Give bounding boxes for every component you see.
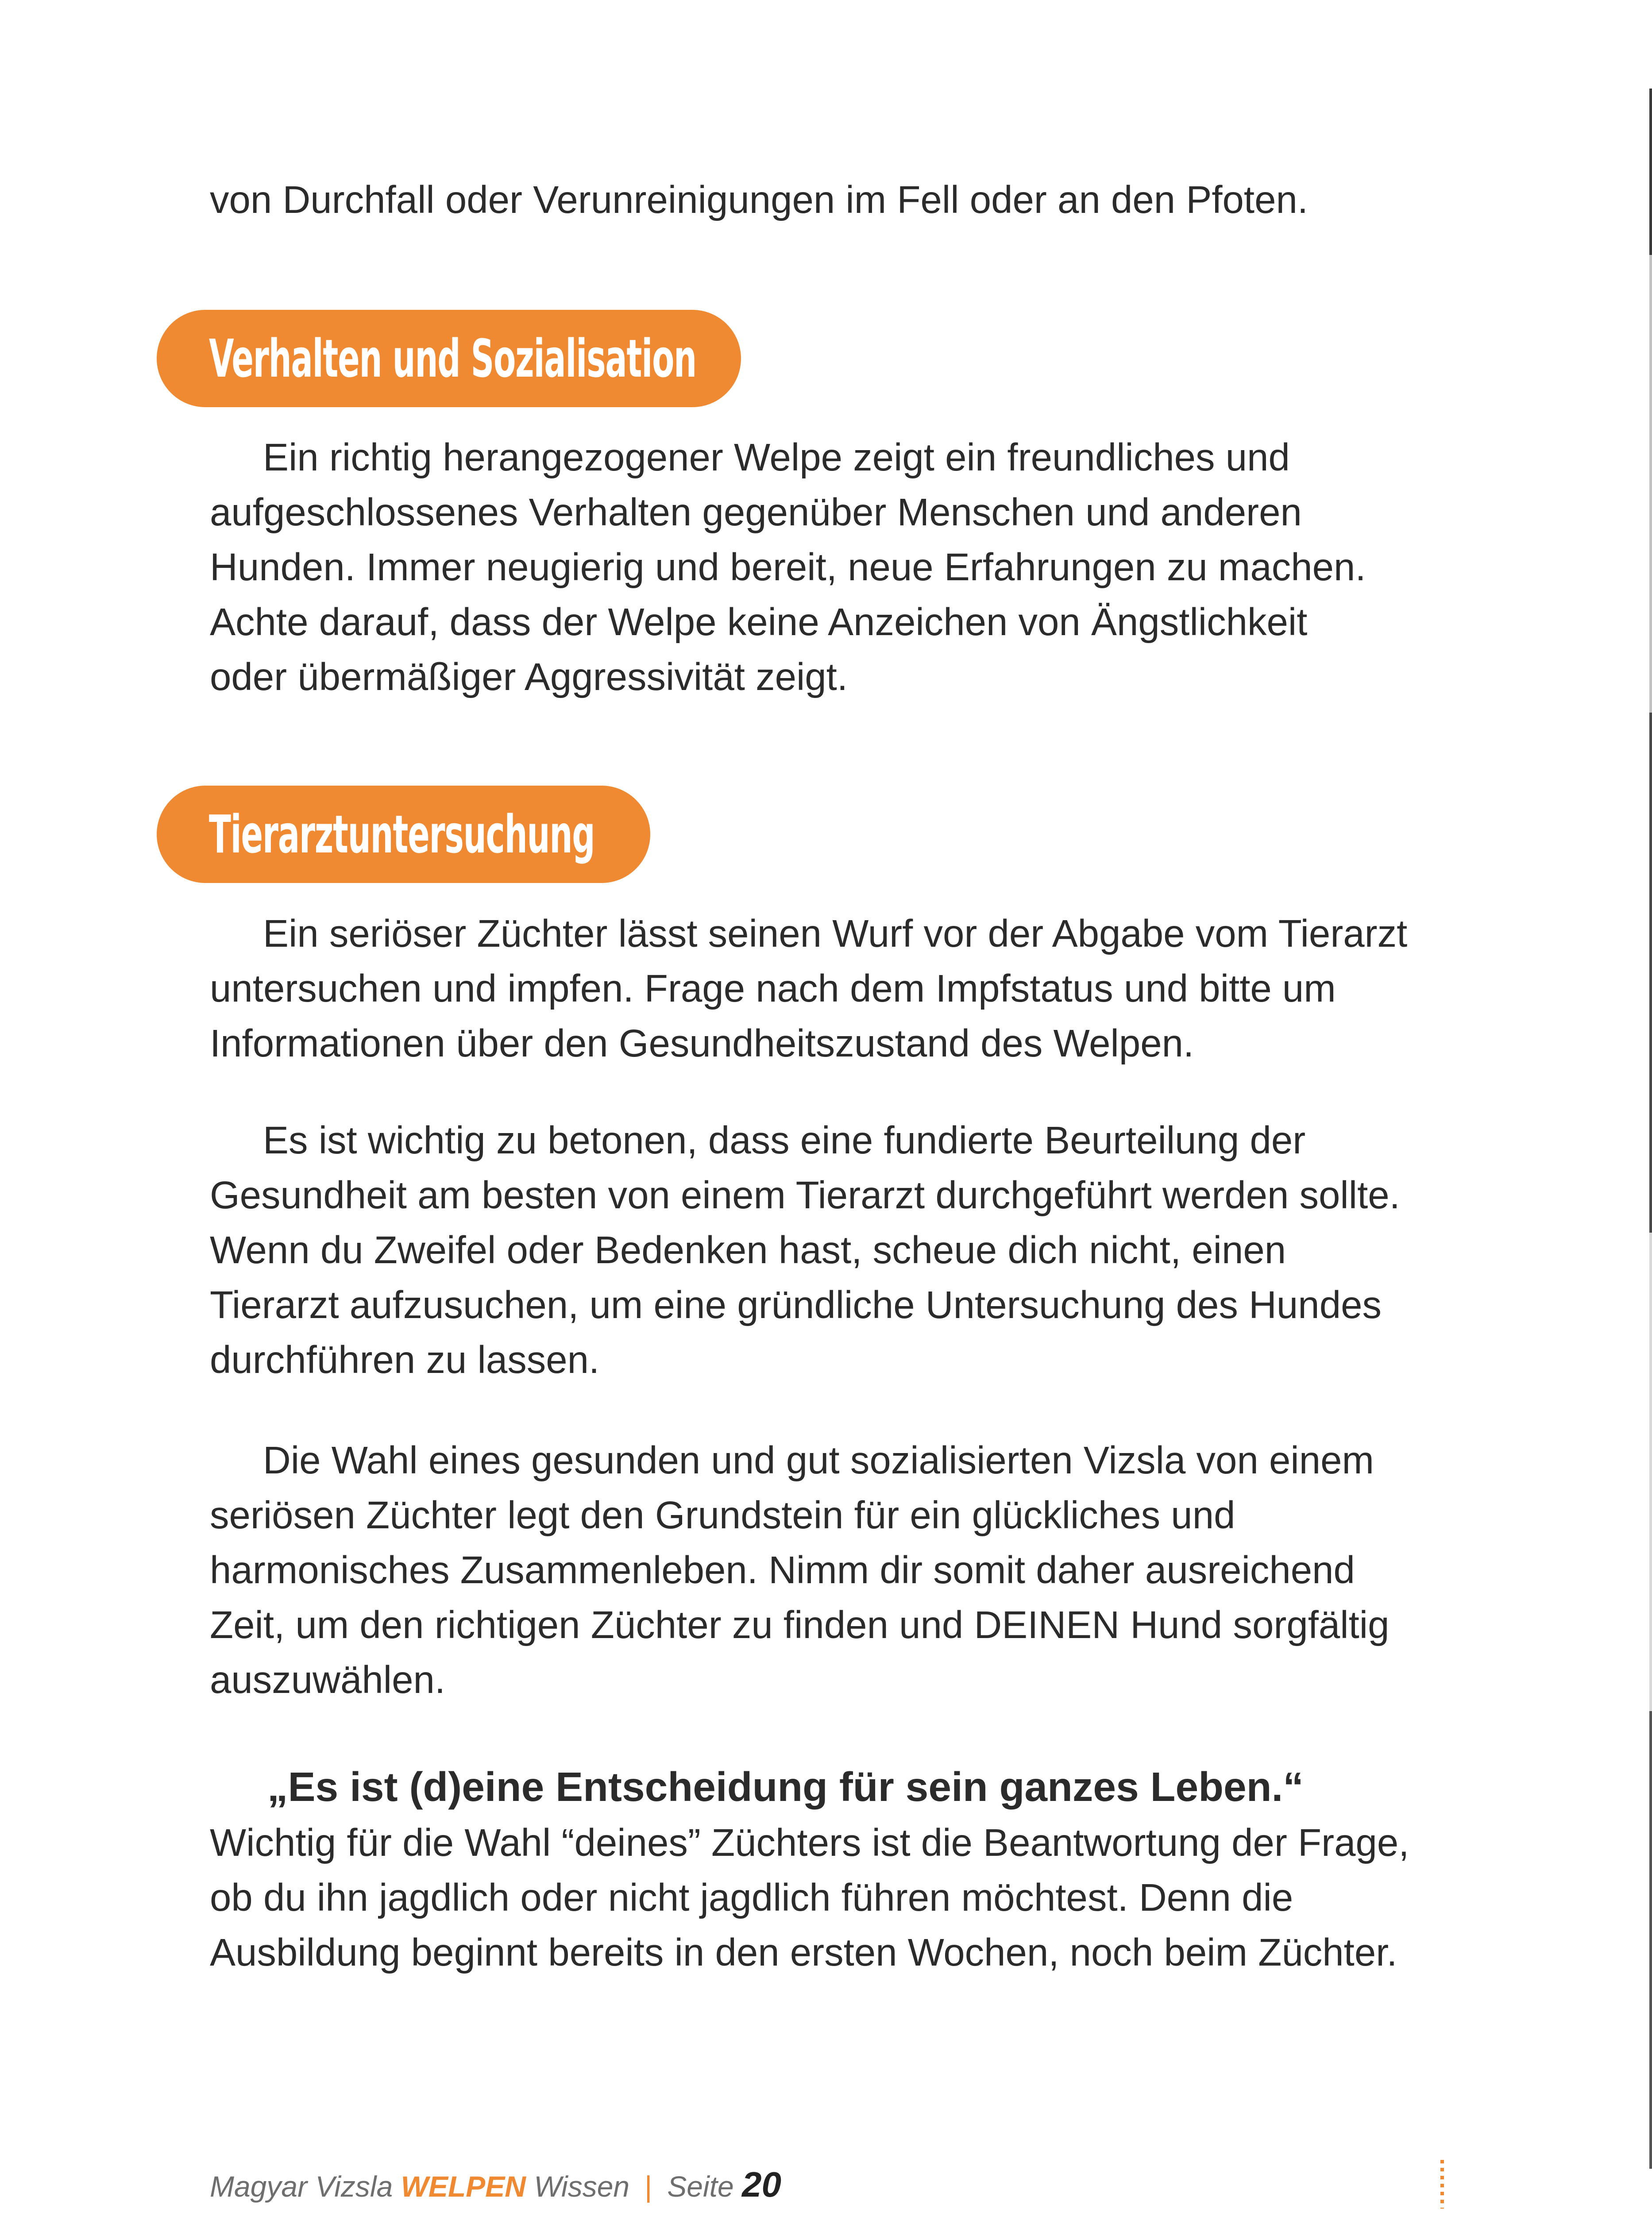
paragraph-text: Es ist wichtig zu betonen, dass eine fundierte Beurteilung der Gesundheit am besten von einem Tierarzt durchgeführt werden sollte. Wenn du Zweifel oder Bedenken hast, scheue dich nicht, einen Tierarzt aufzusuchen, um eine gründliche Untersuchung des Hundes durchführen zu lassen. [210, 1119, 1400, 1381]
paragraph [210, 430, 1387, 705]
paragraph-text: Ein richtig herangezogener Welpe zeigt ein freundliches und aufgeschlossenes Verhalten gegenüber Menschen und anderen Hunden. Immer neugierig und bereit, neue Erfahrungen zu machen. Achte darauf, dass der Welpe keine Anzeichen von Ängstlichkeit oder übermäßiger Aggressivität zeigt. [210, 436, 1366, 698]
page-number: 20 [742, 2165, 782, 2204]
quote-text: „Es ist (d)eine Entscheidung für sein ganzes Leben.“ [267, 1764, 1304, 1810]
paragraph-text: Ein seriöser Züchter lässt seinen Wurf vor der Abgabe vom Tierarzt untersuchen und impfen. Frage nach dem Impfstatus und bitte um Informationen über den Gesundheitszustand des Welpen. [210, 912, 1408, 1065]
footer-brand: WELPEN [401, 2170, 526, 2203]
intro-text: von Durchfall oder Verunreinigungen im Fell oder an den Pfoten. [210, 178, 1308, 221]
paragraph [210, 906, 1449, 1071]
paragraph [210, 1113, 1405, 1388]
dotted-divider [1440, 2160, 1444, 2209]
footer-title-suffix: Wissen [534, 2170, 630, 2203]
section-heading-label: Tierarztuntersuchung [209, 804, 595, 865]
footer-separator: | [645, 2170, 652, 2203]
quote-paragraph [210, 1759, 1423, 1980]
section-heading-label: Verhalten und Sozialisation [209, 328, 696, 389]
page-edge-strip [1649, 89, 1652, 2169]
paragraph-text: Wichtig für die Wahl “deines” Züchters ist die Beantwortung der Frage, ob du ihn jagdlich oder nicht jagdlich führen möchtest. Denn die Ausbildung beginnt bereits in den ersten Wochen, noch beim Züchter. [210, 1821, 1409, 1974]
footer-page-label: Seite [667, 2170, 734, 2203]
section-heading-tierarzt [157, 786, 650, 883]
section-heading-verhalten [157, 310, 741, 407]
footer-title-prefix: Magyar Vizsla [210, 2170, 393, 2203]
paragraph [210, 1433, 1414, 1708]
paragraph-text: Die Wahl eines gesunden und gut sozialisierten Vizsla von einem seriösen Züchter legt den Grundstein für ein glückliches und harmonisches Zusammenleben. Nimm dir somit daher ausreichend Zeit, um den richtigen Züchter zu finden und DEINEN Hund sorgfältig auszuwählen. [210, 1439, 1390, 1701]
page-footer [210, 2164, 781, 2205]
